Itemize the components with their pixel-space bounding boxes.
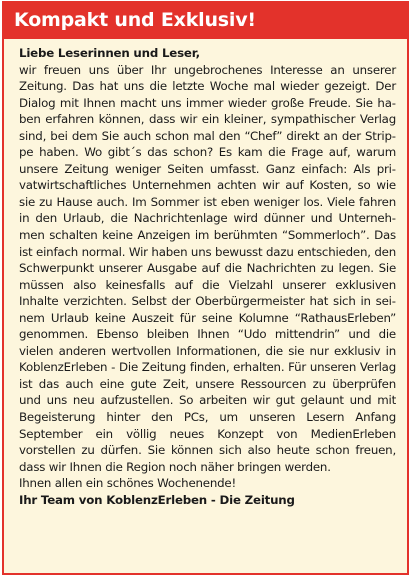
article-box (2, 1, 409, 575)
article-content (19, 45, 396, 508)
article-signature: Ihr Team von KoblenzErleben - Die Zeitung (19, 492, 295, 507)
article-header (4, 3, 407, 39)
article-closing: Ihnen allen ein schönes Wochenende! (19, 476, 237, 491)
article-salutation: Liebe Leserinnen und Leser, (19, 46, 200, 60)
article-body: wir freuen uns über Ihr ungebrochenes Interesse an unserer Zeitung. Das hat uns die letzte Woche mal wieder gezeigt. Der Dialog mit Ihnen macht uns immer wieder große Freude. Sie haben erfahren können, dass wir ein kleiner, sympathischer Verlag sind, bei dem Sie auch schon mal den “Chef” direkt an der Strippe haben. Wo gibt´s das schon? Es kam die Frage auf, warum unsere Zeitung weniger Seiten umfasst. Ganz einfach: Als privatwirtschaftliches Unternehmen achten wir auf Kosten, so wie sie zu Hause auch. Im Sommer ist eben weniger los. Viele fahren in den Urlaub, die Nachrichtenlage wird dünner und Unternehmen schalten keine Anzeigen im berühmten “Sommerloch”. Das ist einfach normal. Wir haben uns bewusst dazu entschieden, den Schwerpunkt unserer Ausgabe auf die Nachrichten zu legen. Sie müssen also keinesfalls auf die Vielzahl unserer exklusiven Inhalte verzichten. Selbst der Oberbürgermeister hat sich in seinem Urlaub keine Auszeit für seine Kolumne “RathausErleben” genommen. Ebenso bleiben Ihnen “Udo mittendrin” und die vielen anderen wertvollen Informationen, die sie nur exklusiv in KoblenzErleben - Die Zeitung finden, erhalten. Für unseren Verlag ist das auch eine gute Zeit, unsere Ressourcen zu überprüfen und uns neu aufzustellen. So arbeiten wir gut gelaunt und mit Begeisterung hinter den PCs, um unseren Lesern Anfang September ein völlig neues Konzept von MedienErleben vorstellen zu dürfen. Sie können sich also heute schon freuen, dass wir Ihnen die Region noch näher bringen werden. (19, 62, 396, 474)
article-title: Kompakt und Exklusiv! (14, 9, 256, 31)
